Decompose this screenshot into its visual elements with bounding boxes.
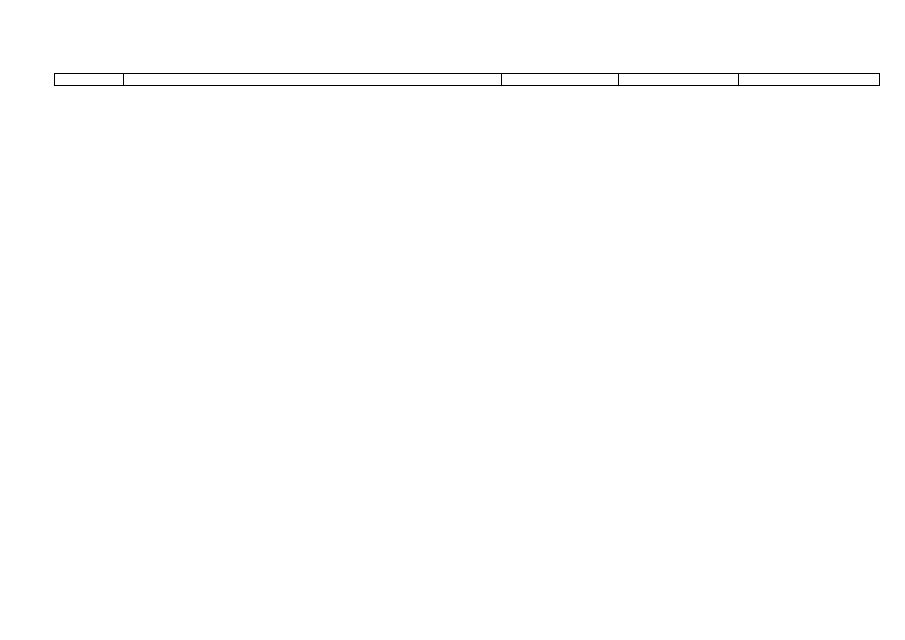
header-col-5: [739, 74, 879, 85]
header-col-2: [124, 74, 502, 85]
header-col-4: [619, 74, 739, 85]
header-col-3: [502, 74, 619, 85]
table-header: [54, 73, 880, 86]
header-col-1: [55, 74, 124, 85]
